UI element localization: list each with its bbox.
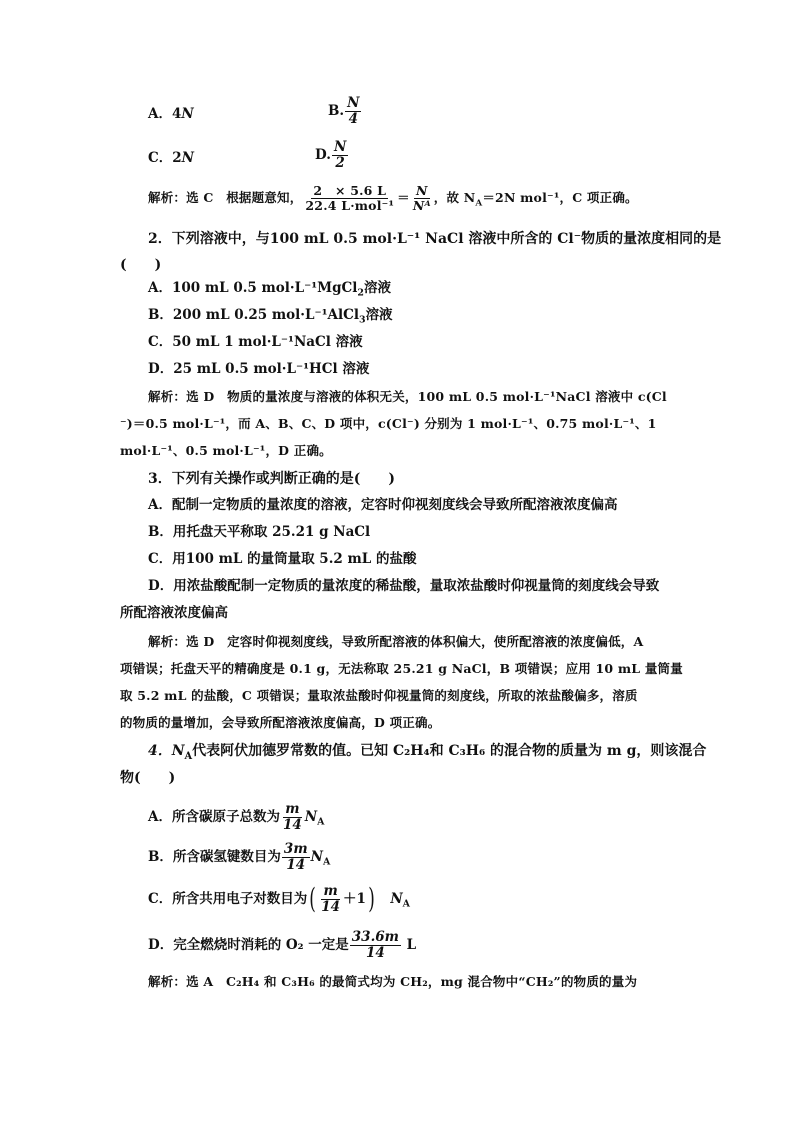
q1-option-d-den: 2	[335, 154, 345, 171]
q1-option-b	[328, 96, 362, 127]
q1-option-c-label: C．2	[148, 150, 182, 166]
q4-option-d-fraction	[350, 930, 401, 961]
q1-option-c	[148, 152, 194, 166]
q1-analysis-end: ＝2N mol⁻¹，C 项正确。	[482, 189, 638, 205]
q4-option-c-label: C．所含共用电子对数目为	[148, 890, 308, 907]
q4-option-b-den: 14	[286, 856, 306, 873]
q1-option-d-fraction	[332, 140, 348, 171]
q1-option-b-label: B.	[328, 102, 345, 119]
q4-analysis-line-1: 解析：选 A C₂H₄ 和 C₃H₆ 的最简式均为 CH₂，mg 混合物中“CH₂”的物质的量为	[148, 974, 638, 989]
q3-option-c: C．用100 mL 的量筒量取 5.2 mL 的盐酸	[148, 551, 417, 567]
q2-option-a-end: 溶液	[364, 280, 391, 296]
q1-analysis-suffix: ，故 N	[433, 189, 476, 205]
q1-analysis-prefix: 解析：选 C 根据题意知，	[148, 189, 303, 205]
q3-stem: 3．下列有关操作或判断正确的是( )	[148, 471, 395, 487]
q4-option-d-unit: L	[401, 936, 417, 953]
q4-stem-na: 4．N	[148, 743, 185, 759]
q2-option-b-text: B．200 mL 0.25 mol·L⁻¹AlCl	[148, 307, 359, 323]
q4-option-a-na-sub: A	[317, 816, 325, 828]
q4-option-d	[148, 930, 416, 961]
q2-option-a-text: A．100 mL 0.5 mol·L⁻¹MgCl	[148, 280, 358, 296]
q4-option-d-den: 14	[365, 944, 385, 961]
q4-option-a-den: 14	[282, 816, 302, 833]
q4-option-b-na-sub: A	[322, 856, 331, 868]
q1-analysis-fraction-2-den: Nᴬ	[412, 197, 431, 213]
q3-analysis-line-3: 取 5.2 mL 的盐酸，C 项错误；量取浓盐酸时仰视量筒的刻度线，所取的浓盐酸偏多，溶质	[120, 688, 638, 703]
q4-option-b-label: B．所含碳氢键数目为	[148, 848, 281, 865]
q4-option-c	[148, 884, 410, 915]
q3-analysis-line-2: 项错误；托盘天平的精确度是 0.1 g，无法称取 25.21 g NaCl，B 项错误；应用 10 mL 量筒量	[120, 661, 683, 676]
q4-option-b-na: N	[310, 848, 323, 865]
q4-option-a-label: A．所含碳原子总数为	[148, 808, 280, 825]
q4-option-c-na-sub: A	[402, 898, 410, 910]
q3-option-d-line-2: 所配溶液浓度偏高	[120, 605, 228, 621]
q1-option-b-den: 4	[348, 110, 358, 127]
q4-stem-line-1	[148, 743, 707, 762]
q1-analysis-fraction-1-num: 2 × 5.6 L	[313, 183, 387, 198]
q1-analysis-equals: ＝	[397, 189, 410, 205]
q1-analysis-fraction-1-den: 22.4 L·mol⁻¹	[305, 197, 395, 213]
q4-option-a-fraction	[281, 802, 304, 833]
q3-analysis-line-1: 解析：选 D 定容时仰视刻度线，导致所配溶液的体积偏大，使所配溶液的浓度偏低，A	[148, 634, 644, 649]
q2-stem-line-1: 2．下列溶液中，与100 mL 0.5 mol·L⁻¹ NaCl 溶液中所含的 Cl⁻物质的量浓度相同的是	[148, 231, 722, 247]
q4-option-b-num: 3m	[283, 841, 308, 857]
q1-option-d-label: D.	[315, 146, 331, 163]
q4-stem-rest: 代表阿伏加德罗常数的值。已知 C₂H₄和 C₃H₆ 的混合物的质量为 m g，则该混合	[192, 743, 707, 759]
q4-stem-line-2: 物( )	[120, 770, 176, 786]
q4-option-b-fraction	[282, 842, 310, 873]
q3-analysis-line-4: 的物质的量增加，会导致所配溶液浓度偏高，D 项正确。	[120, 715, 441, 730]
q1-option-b-num: N	[347, 95, 360, 111]
q2-analysis-line-2: ⁻)＝0.5 mol·L⁻¹，而 A、B、C、D 项中，c(Cl⁻) 分别为 1 mol·L⁻¹、0.75 mol·L⁻¹、1	[120, 416, 657, 431]
q4-option-a	[148, 802, 324, 833]
q2-analysis-line-1: 解析：选 D 物质的量浓度与溶液的体积无关，100 mL 0.5 mol·L⁻¹NaCl 溶液中 c(Cl	[148, 389, 667, 404]
q1-option-a	[148, 108, 194, 122]
q4-option-c-paren-open: (	[309, 882, 316, 916]
q2-option-c: C．50 mL 1 mol·L⁻¹NaCl 溶液	[148, 334, 363, 350]
q4-option-c-na: N	[390, 890, 403, 907]
q4-stem-na-sub: A	[184, 750, 193, 762]
q4-option-a-na: N	[304, 808, 318, 825]
q2-option-b-sub: 3	[358, 314, 366, 326]
q1-analysis-fraction-2	[411, 184, 433, 213]
q2-option-b	[148, 307, 393, 326]
q4-option-d-label: D．完全燃烧时消耗的 O₂ 一定是	[148, 936, 349, 953]
q1-option-a-label: A．4	[148, 106, 182, 122]
q3-option-d-line-1: D．用浓盐酸配制一定物质的量浓度的稀盐酸，量取浓盐酸时仰视量筒的刻度线会导致	[148, 578, 660, 594]
q3-option-b: B．用托盘天平称取 25.21 g NaCl	[148, 524, 371, 540]
q1-analysis-sub: A	[475, 198, 483, 209]
q4-option-d-num: 33.6m	[351, 929, 399, 945]
q2-option-b-end: 溶液	[365, 307, 393, 323]
q1-analysis-fraction-2-num: N	[415, 183, 428, 198]
q1-analysis	[148, 184, 638, 213]
q4-option-c-den: 14	[321, 898, 340, 915]
q2-option-d: D．25 mL 0.5 mol·L⁻¹HCl 溶液	[148, 361, 370, 377]
q4-option-c-paren-close: )	[368, 882, 375, 916]
q4-option-c-plus: ＋1	[342, 890, 366, 907]
q4-option-c-num: m	[323, 883, 338, 899]
q4-option-c-fraction	[319, 884, 342, 915]
q3-option-a: A．配制一定物质的量浓度的溶液，定容时仰视刻度线会导致所配溶液浓度偏高	[148, 497, 618, 513]
q1-analysis-fraction-1	[303, 184, 396, 213]
q4-option-a-num: m	[285, 801, 300, 817]
q1-option-c-var: N	[181, 150, 194, 166]
q2-option-a	[148, 280, 391, 299]
q1-option-d-num: N	[333, 139, 347, 155]
q4-option-b	[148, 842, 330, 873]
q2-analysis-line-3: mol·L⁻¹、0.5 mol·L⁻¹，D 正确。	[120, 443, 332, 458]
q1-option-d	[315, 140, 349, 171]
q1-option-a-var: N	[181, 106, 194, 122]
q2-stem-line-2: ( )	[120, 257, 162, 273]
q2-option-a-sub: 2	[357, 287, 364, 299]
q1-option-b-fraction	[345, 96, 361, 127]
